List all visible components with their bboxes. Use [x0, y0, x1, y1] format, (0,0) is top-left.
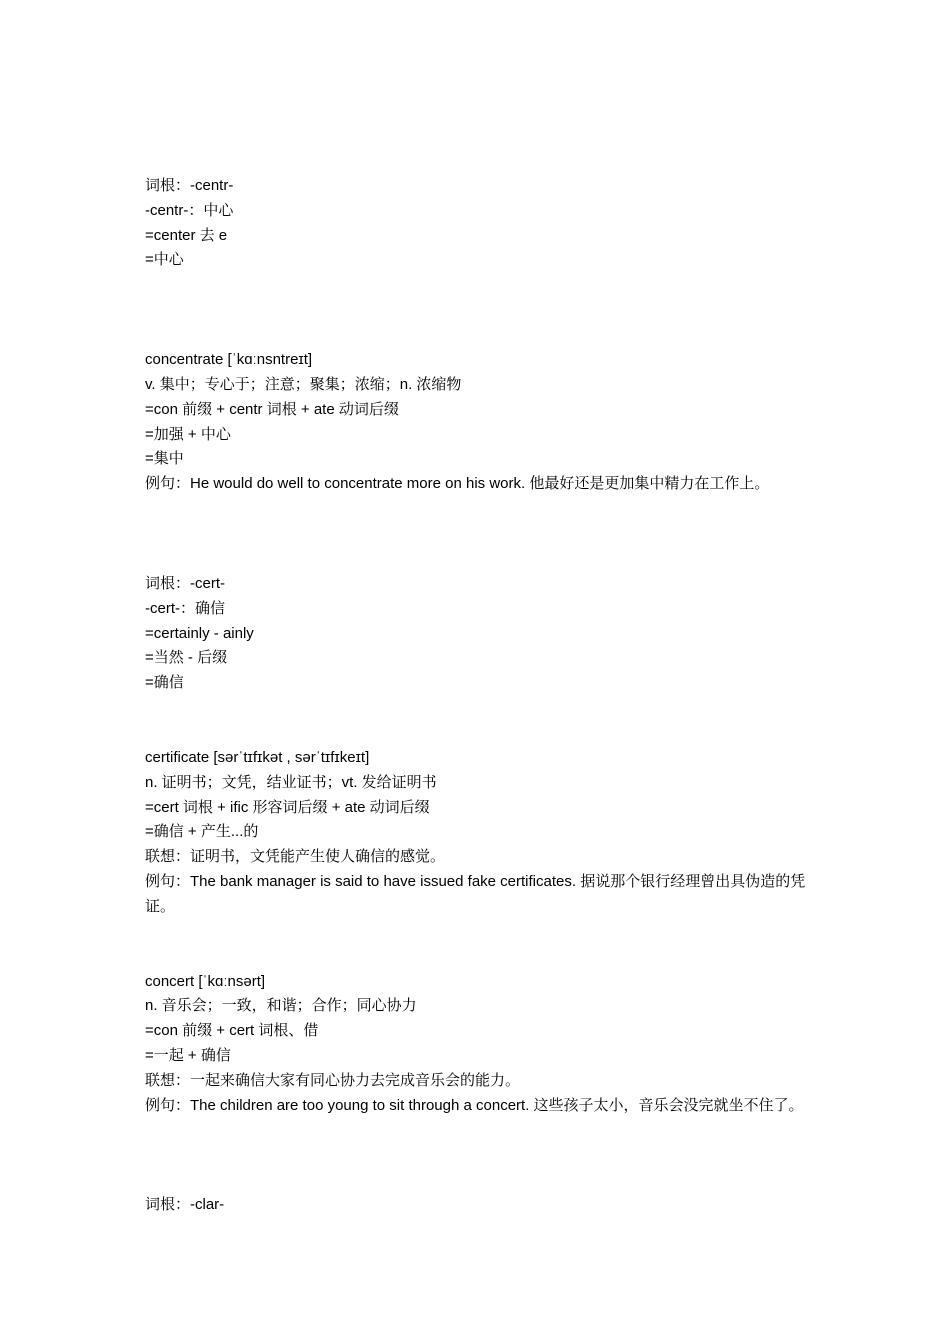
word-breakdown: =con 前缀 + centr 词根 + ate 动词后缀	[145, 400, 399, 418]
word-breakdown-result: =集中	[145, 450, 184, 468]
word-breakdown-meaning: =一起 + 确信	[145, 1046, 231, 1064]
word-breakdown: =cert 词根 + ific 形容词后缀 + ate 动词后缀	[145, 798, 430, 816]
entry-concert	[145, 970, 815, 1119]
word-association: 联想：证明书，文凭能产生使人确信的感觉。	[145, 848, 446, 866]
word-example: 例句：He would do well to concentrate more on his work. 他最好还是更加集中精力在工作上。	[145, 475, 770, 493]
word-example: 例句：The children are too young to sit through a concert. 这些孩子太小，音乐会没完就坐不住了。	[145, 1096, 804, 1114]
spacer	[145, 696, 815, 746]
root-meaning: -cert-：确信	[145, 599, 225, 617]
root-derivation-meaning: =中心	[145, 251, 184, 269]
word-breakdown-meaning: =加强 + 中心	[145, 425, 231, 443]
section-root-clar	[145, 1193, 815, 1218]
document-body	[145, 174, 815, 1218]
word-breakdown-meaning: =确信 + 产生...的	[145, 823, 259, 841]
spacer	[145, 1118, 815, 1193]
section-root-centr	[145, 174, 815, 273]
spacer	[145, 497, 815, 572]
root-derivation-result: =确信	[145, 674, 184, 692]
root-meaning: -centr-：中心	[145, 201, 234, 219]
spacer	[145, 273, 815, 348]
spacer	[145, 920, 815, 970]
word-headword: certificate [sərˈtɪfɪkət , sərˈtɪfɪkeɪt]	[145, 748, 370, 766]
word-association: 联想：一起来确信大家有同心协力去完成音乐会的能力。	[145, 1071, 521, 1089]
root-heading: 词根：-clar-	[145, 1196, 225, 1214]
word-headword: concentrate [ˈkɑːnsntreɪt]	[145, 351, 313, 369]
word-breakdown: =con 前缀 + cert 词根、借	[145, 1022, 319, 1040]
section-root-cert	[145, 572, 815, 696]
root-derivation: =center 去 e	[145, 226, 228, 244]
root-heading: 词根：-cert-	[145, 574, 225, 592]
word-headword: concert [ˈkɑːnsərt]	[145, 972, 266, 990]
word-definition: v. 集中；专心于；注意；聚集；浓缩；n. 浓缩物	[145, 375, 462, 393]
entry-certificate	[145, 746, 815, 920]
word-definition: n. 证明书；文凭，结业证书；vt. 发给证明书	[145, 773, 437, 791]
word-definition: n. 音乐会；一致，和谐；合作；同心协力	[145, 997, 417, 1015]
root-derivation: =certainly - ainly	[145, 624, 254, 642]
word-example: 例句：The bank manager is said to have issued fake certificates. 据说那个银行经理曾出具伪造的凭证。	[145, 872, 806, 915]
entry-concentrate	[145, 348, 815, 497]
root-heading: 词根：-centr-	[145, 177, 234, 194]
root-derivation-meaning: =当然 - 后缀	[145, 649, 228, 667]
